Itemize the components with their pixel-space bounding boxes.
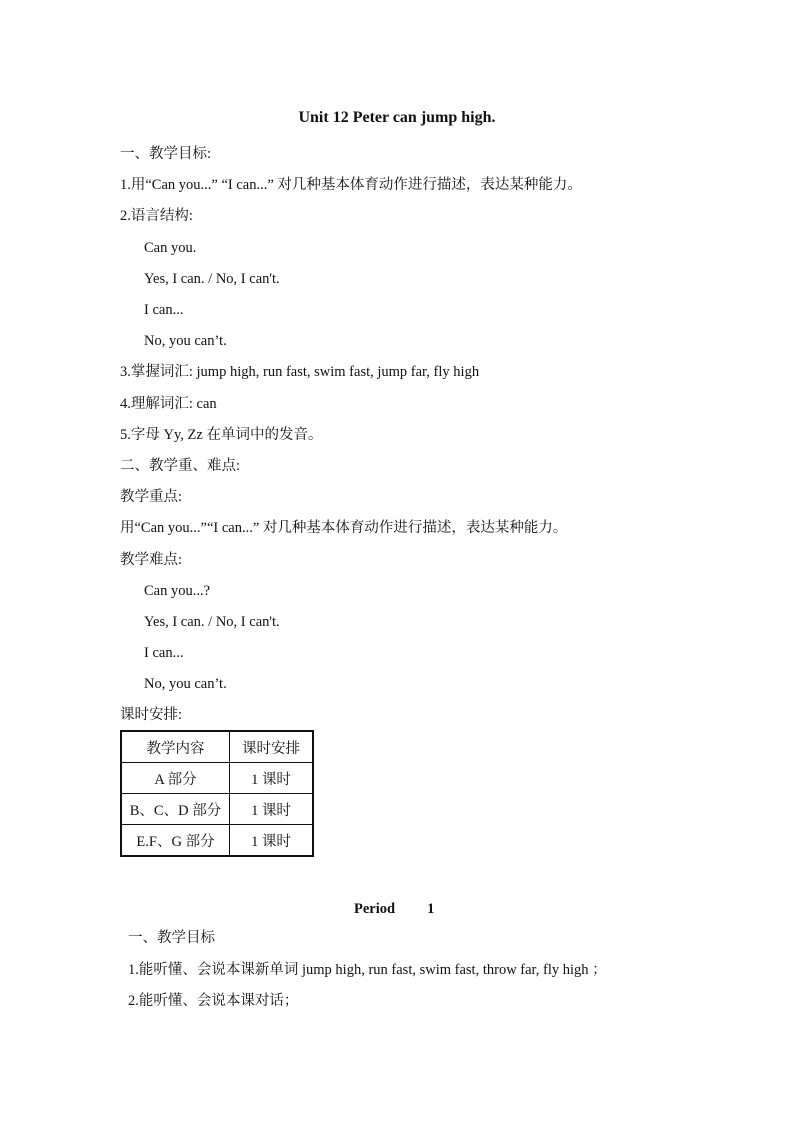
document-title: Unit 12 Peter can jump high. <box>298 109 496 126</box>
table-cell: E.F、G 部分 <box>121 825 230 857</box>
table-header-cell: 课时安排 <box>230 731 314 763</box>
schedule-table <box>120 730 314 857</box>
difficult-line-4: No, you can’t. <box>144 676 227 692</box>
table-cell: A 部分 <box>121 763 230 794</box>
table-cell: 1 课时 <box>230 825 314 857</box>
objective-item-3: 3.掌握词汇: jump high, run fast, swim fast, jump far, fly high <box>120 364 480 380</box>
objective-item-2: 2.语言结构: <box>120 208 193 224</box>
table-cell: 1 课时 <box>230 763 314 794</box>
section-heading-objectives: 一、教学目标: <box>120 146 212 162</box>
objective-item-1: 1.用“Can you...” “I can...” 对几种基本体育动作进行描述，表达某种能力。 <box>120 177 582 193</box>
table-header-row <box>121 731 313 763</box>
key-point-label: 教学重点: <box>120 489 183 505</box>
difficult-line-1: Can you...? <box>144 583 211 599</box>
table-cell: B、C、D 部分 <box>121 794 230 825</box>
structure-line-2: Yes, I can. / No, I can't. <box>144 271 280 287</box>
period-objectives-heading: 一、教学目标 <box>128 930 215 946</box>
difficult-line-3: I can... <box>144 645 184 661</box>
structure-line-4: No, you can’t. <box>144 333 227 349</box>
table-row <box>121 763 313 794</box>
key-point-text: 用“Can you...”“I can...” 对几种基本体育动作进行描述，表达某种能力。 <box>120 520 568 536</box>
table-row <box>121 825 313 857</box>
period-number: 1 <box>427 901 435 917</box>
objective-item-5: 5.字母 Yy, Zz 在单词中的发音。 <box>120 427 323 443</box>
table-cell: 1 课时 <box>230 794 314 825</box>
structure-line-3: I can... <box>144 302 184 318</box>
period-objective-item-2: 2.能听懂、会说本课对话； <box>128 993 299 1009</box>
table-header-cell: 教学内容 <box>121 731 230 763</box>
period-heading <box>354 899 434 919</box>
section-heading-key-points: 二、教学重、难点: <box>120 458 241 474</box>
difficult-line-2: Yes, I can. / No, I can't. <box>144 614 280 630</box>
structure-line-1: Can you. <box>144 240 197 256</box>
period-objective-item-1: 1.能听懂、会说本课新单词 jump high, run fast, swim fast, throw far, fly high ； <box>128 962 607 978</box>
period-word: Period <box>354 901 396 917</box>
objective-item-4: 4.理解词汇: can <box>120 396 217 412</box>
schedule-label: 课时安排: <box>120 707 183 723</box>
table-row <box>121 794 313 825</box>
difficult-point-label: 教学难点: <box>120 552 183 568</box>
